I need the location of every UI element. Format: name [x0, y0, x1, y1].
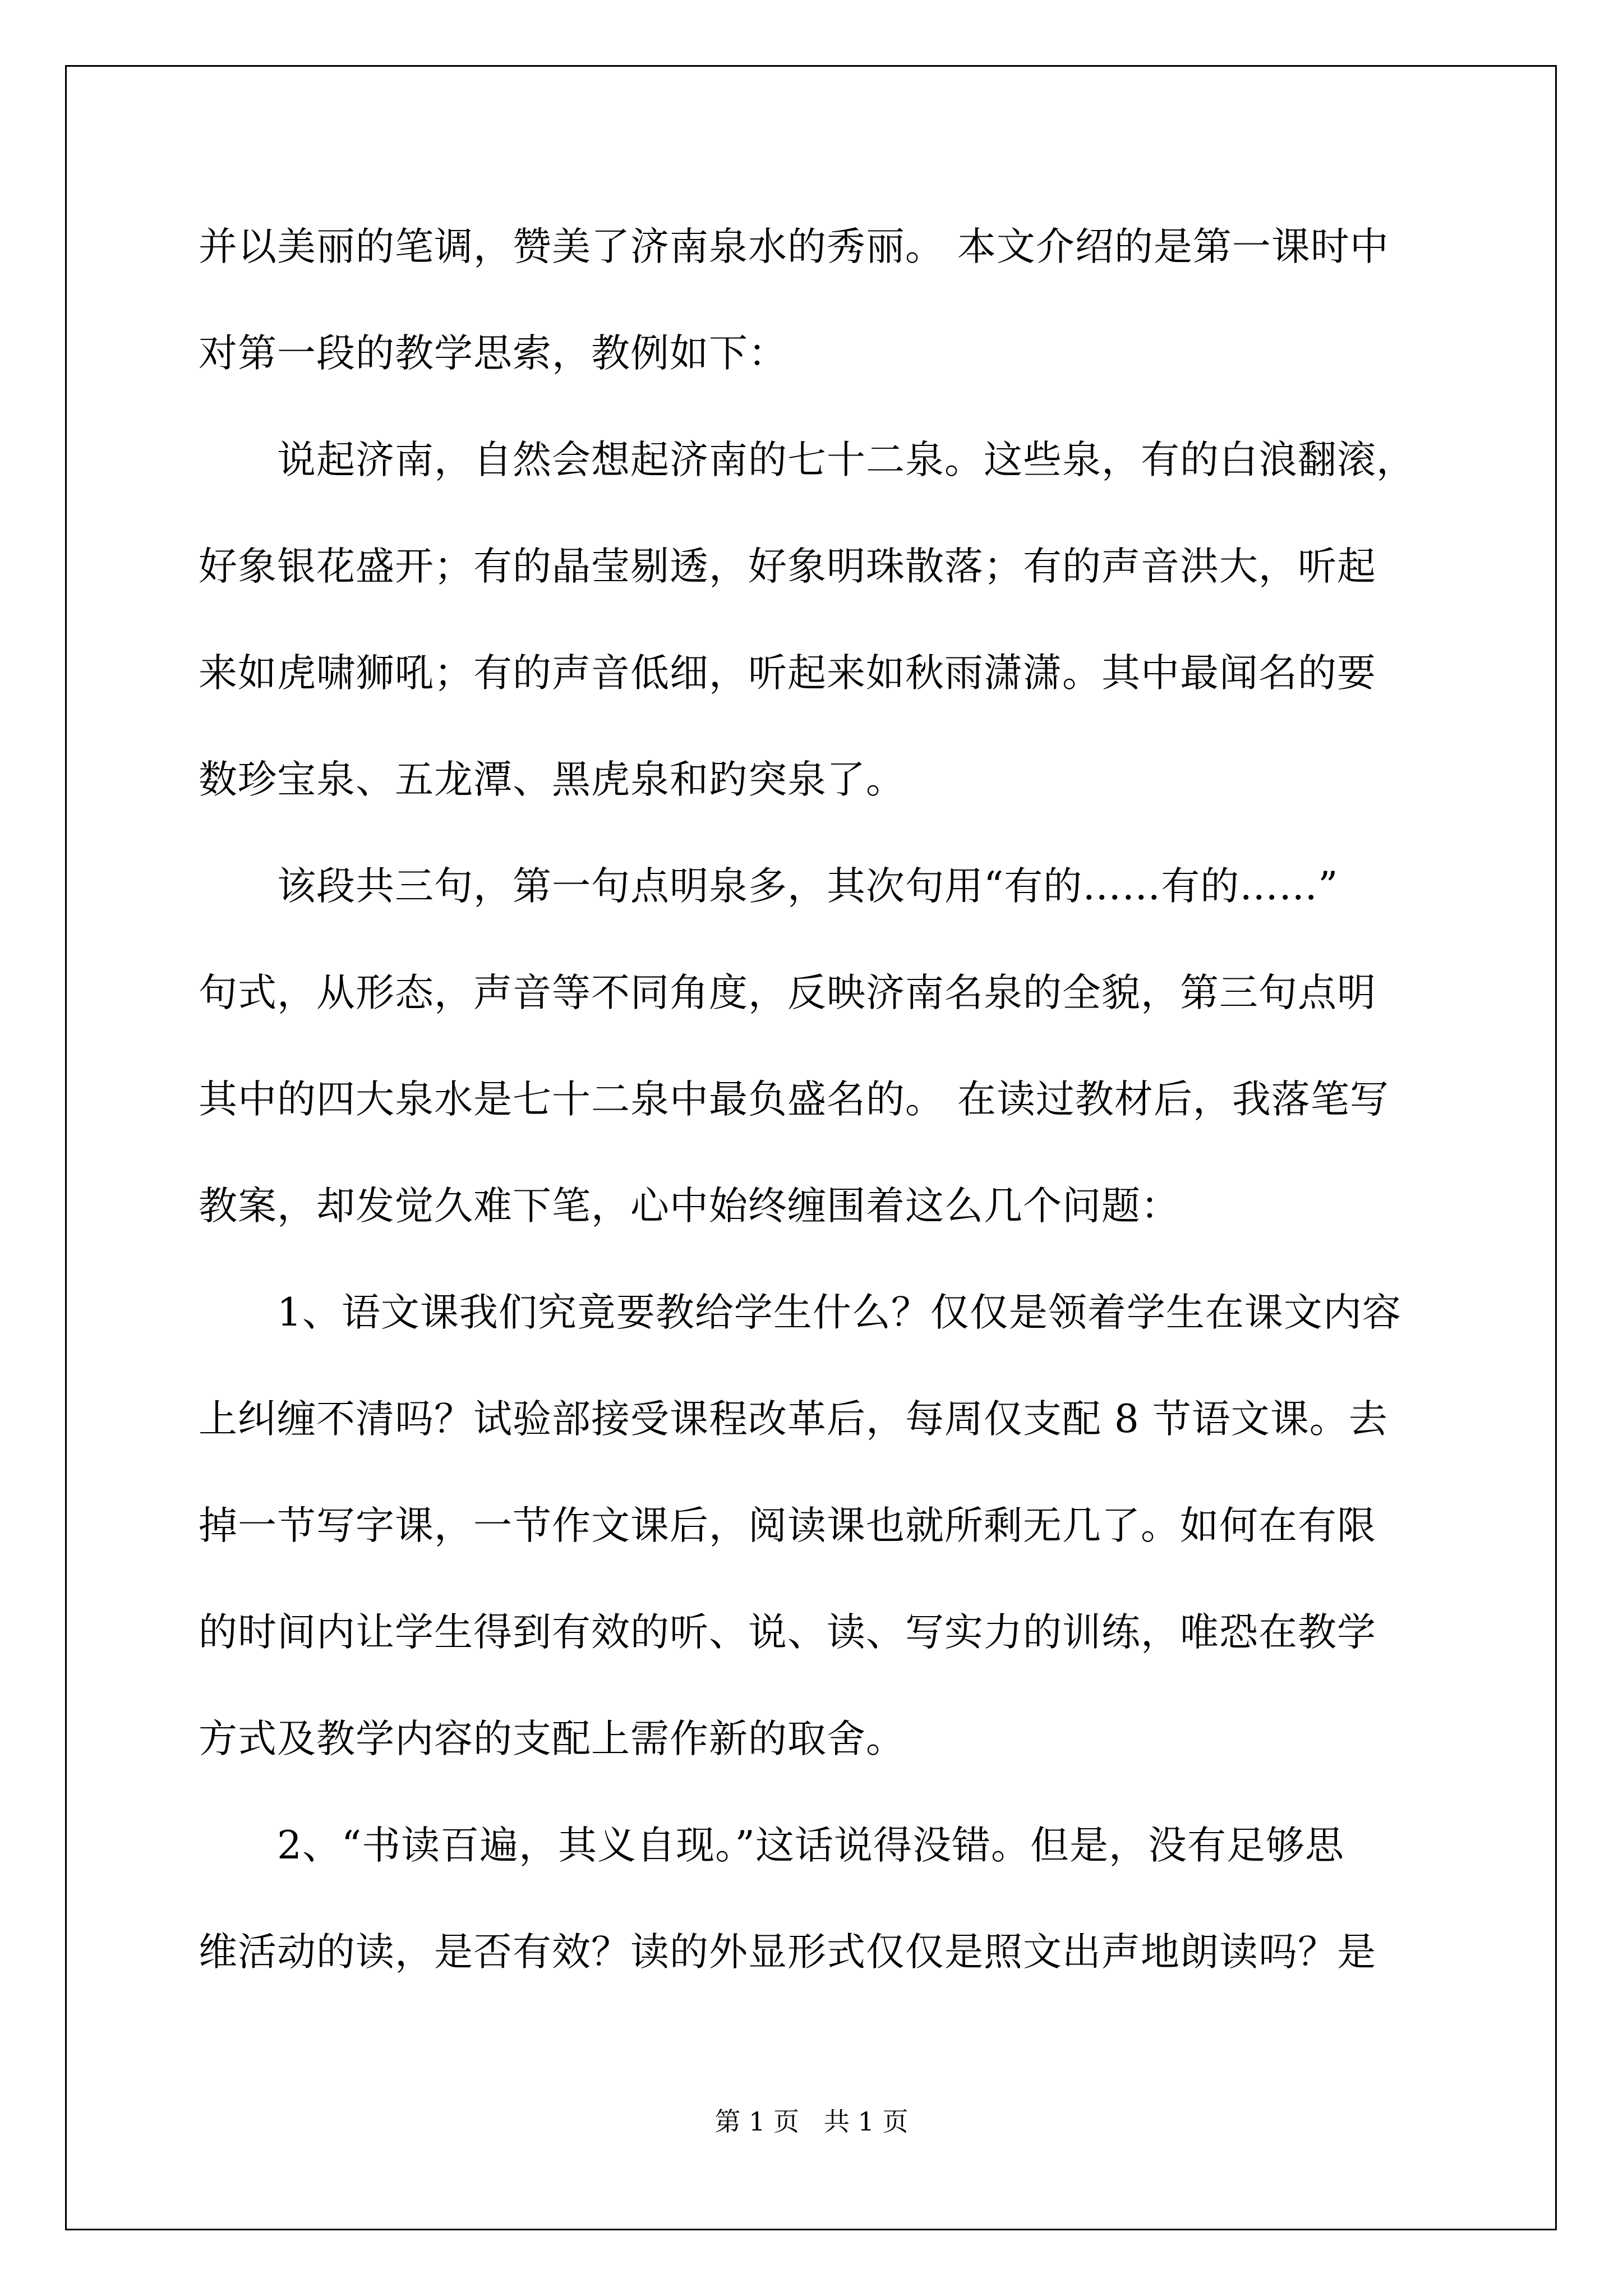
page-total: 共 1 页	[824, 2106, 909, 2137]
body-text-line: 教案，却发觉久难下笔，心中始终缠围着这么几个问题：	[199, 1184, 1180, 1228]
body-text-line: 上纠缠不清吗？试验部接受课程改革后，每周仅支配 8 节语文课。去	[199, 1397, 1388, 1442]
page-number: 第 1 页	[714, 2106, 799, 2137]
body-text-line: 对第一段的教学思索，教例如下：	[199, 331, 787, 376]
body-text-line: 维活动的读，是否有效？读的外显形式仅仅是照文出声地朗读吗？是	[199, 1930, 1376, 1975]
body-text-line: 来如虎啸狮吼；有的声音低细，听起来如秋雨潇潇。其中最闻名的要	[199, 651, 1376, 696]
body-text-line: 2、“书读百遍，其义自现。”这话说得没错。但是，没有足够思	[199, 1823, 1344, 1868]
body-text-line: 句式，从形态，声音等不同角度，反映济南名泉的全貌，第三句点明	[199, 970, 1376, 1015]
body-text-line: 说起济南，自然会想起济南的七十二泉。这些泉，有的白浪翻滚，	[199, 438, 1415, 482]
body-text-line: 掉一节写字课，一节作文课后，阅读课也就所剩无几了。如何在有限	[199, 1503, 1376, 1548]
body-text-line: 该段共三句，第一句点明泉多，其次句用“有的……有的……”	[199, 864, 1339, 909]
body-text-line: 其中的四大泉水是七十二泉中最负盛名的。 在读过教材后，我落笔写	[199, 1077, 1389, 1122]
body-text-line: 的时间内让学生得到有效的听、说、读、写实力的训练，唯恐在教学	[199, 1610, 1376, 1655]
page-border	[65, 65, 1557, 2230]
body-text-line: 并以美丽的笔调，赞美了济南泉水的秀丽。 本文介绍的是第一课时中	[199, 224, 1389, 269]
page-footer	[0, 2105, 1623, 2138]
body-text-line: 方式及教学内容的支配上需作新的取舍。	[199, 1717, 905, 1761]
body-text-line: 1、语文课我们究竟要教给学生什么？仅仅是领着学生在课文内容	[199, 1290, 1401, 1335]
body-text-line: 数珍宝泉、五龙潭、黑虎泉和趵突泉了。	[199, 757, 905, 802]
body-text-line: 好象银花盛开；有的晶莹剔透，好象明珠散落；有的声音洪大，听起	[199, 544, 1376, 589]
